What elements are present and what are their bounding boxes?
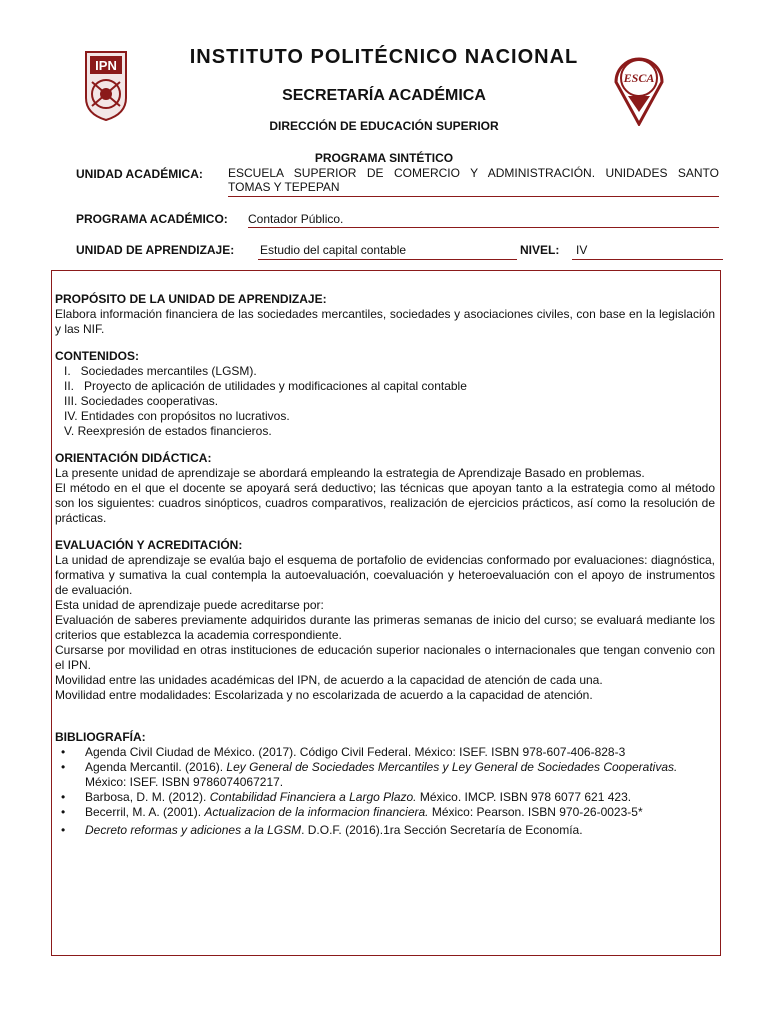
- unidad-academica-label: UNIDAD ACADÉMICA:: [76, 167, 203, 181]
- proposito-text: Elabora información financiera de las sociedades mercantiles, sociedades y asociaciones civiles, con base en la legislación y las NIF.: [55, 307, 715, 336]
- bibliografia-list: [55, 745, 715, 838]
- program-type-title: PROGRAMA SINTÉTICO: [314, 151, 454, 165]
- programa-value: Contador Público.: [248, 212, 719, 228]
- evaluacion-p4: Cursarse por movilidad en otras instituciones de educación superior nacionales o internacionales que tengan convenio con el IPN.: [55, 643, 715, 672]
- bib-text: México. IMCP. ISBN 978 6077 621 423.: [416, 790, 632, 804]
- contenidos-title: CONTENIDOS:: [55, 349, 139, 363]
- bib-item: [55, 805, 715, 820]
- content-body: [55, 292, 715, 838]
- bib-title: Decreto reformas y adiciones a la LGSM: [85, 823, 302, 837]
- ipn-logo-text: IPN: [95, 58, 117, 73]
- unidad-academica-line2: TOMAS Y TEPEPAN: [228, 180, 340, 194]
- proposito-title: PROPÓSITO DE LA UNIDAD DE APRENDIZAJE:: [55, 292, 327, 306]
- list-item: V. Reexpresión de estados financieros.: [64, 424, 272, 438]
- list-item: I. Sociedades mercantiles (LGSM).: [64, 364, 257, 378]
- bib-item: [55, 790, 715, 805]
- nivel-value: IV: [572, 243, 723, 260]
- bib-item: [55, 823, 715, 838]
- contenidos-list: [55, 364, 715, 439]
- esca-logo-text: ESCA: [623, 71, 655, 85]
- list-item: III. Sociedades cooperativas.: [64, 394, 219, 408]
- institution-title: INSTITUTO POLITÉCNICO NACIONAL: [189, 46, 579, 68]
- direction-title: DIRECCIÓN DE EDUCACIÓN SUPERIOR: [269, 119, 499, 133]
- evaluacion-p2: Esta unidad de aprendizaje puede acreditarse por:: [55, 598, 324, 612]
- bib-text: Agenda Civil Ciudad de México. (2017). Código Civil Federal. México: ISEF. ISBN 978-607-406-828-3: [85, 745, 626, 759]
- bib-title: Actualizacion de la informacion financiera.: [204, 805, 429, 819]
- evaluacion-title: EVALUACIÓN Y ACREDITACIÓN:: [55, 538, 243, 552]
- bib-item: [55, 745, 715, 760]
- secretariat-title: SECRETARÍA ACADÉMICA: [282, 87, 486, 104]
- bib-title: Contabilidad Financiera a Largo Plazo.: [209, 790, 417, 804]
- bib-title: Ley General de Sociedades Mercantiles y Ley General de Sociedades Cooperativas.: [226, 760, 678, 774]
- evaluacion-p3: Evaluación de saberes previamente adquiridos durante las primeras semanas de inicio del curso; se evaluará mediante los criterios que establezca la academia correspondiente.: [55, 613, 715, 642]
- unidad-academica-line1: ESCUELA SUPERIOR DE COMERCIO Y ADMINISTRACIÓN. UNIDADES SANTO: [228, 166, 719, 180]
- bibliografia-title: BIBLIOGRAFÍA:: [55, 730, 146, 744]
- bib-text: México: Pearson. ISBN 970-26-0023-5*: [428, 805, 643, 819]
- unidad-aprendizaje-label: UNIDAD DE APRENDIZAJE:: [76, 243, 235, 257]
- programa-label: PROGRAMA ACADÉMICO:: [76, 212, 228, 226]
- list-item: IV. Entidades con propósitos no lucrativos.: [64, 409, 290, 423]
- nivel-label: NIVEL:: [520, 243, 560, 257]
- list-item: II. Proyecto de aplicación de utilidades y modificaciones al capital contable: [64, 379, 467, 393]
- orientacion-p2: El método en el que el docente se apoyará será deductivo; las técnicas que apoyan tanto a la estrategia como al método son los siguientes: cuadros sinópticos, cuadros comparativos, realización de ejercicios prácticos, así como la resolución de prácticas.: [55, 481, 715, 525]
- bib-item: [55, 760, 715, 790]
- evaluacion-p1: La unidad de aprendizaje se evalúa bajo el esquema de portafolio de evidencias conformado por evaluaciones: diagnóstica, formativa y sumativa la cual contempla la autoevaluación, coevaluación y heteroevaluación con el apoyo de instrumentos de evaluación.: [55, 553, 715, 597]
- bib-text: Becerril, M. A. (2001).: [85, 805, 205, 819]
- evaluacion-p6: Movilidad entre modalidades: Escolarizada y no escolarizada de acuerdo a la capacidad de atención.: [55, 688, 593, 702]
- evaluacion-p5: Movilidad entre las unidades académicas del IPN, de acuerdo a la capacidad de atención de cada una.: [55, 673, 603, 687]
- unidad-aprendizaje-value: Estudio del capital contable: [258, 243, 517, 260]
- bib-text: . D.O.F. (2016).1ra Sección Secretaría de Economía.: [301, 823, 583, 837]
- bib-text: Barbosa, D. M. (2012).: [85, 790, 210, 804]
- bib-text: Agenda Mercantil. (2016).: [85, 760, 227, 774]
- unidad-academica-value: [228, 166, 719, 197]
- orientacion-title: ORIENTACIÓN DIDÁCTICA:: [55, 451, 212, 465]
- orientacion-p1: La presente unidad de aprendizaje se abordará empleando la estrategia de Aprendizaje Basado en problemas.: [55, 466, 645, 480]
- bib-text: México: ISEF. ISBN 9786074067217.: [85, 775, 284, 789]
